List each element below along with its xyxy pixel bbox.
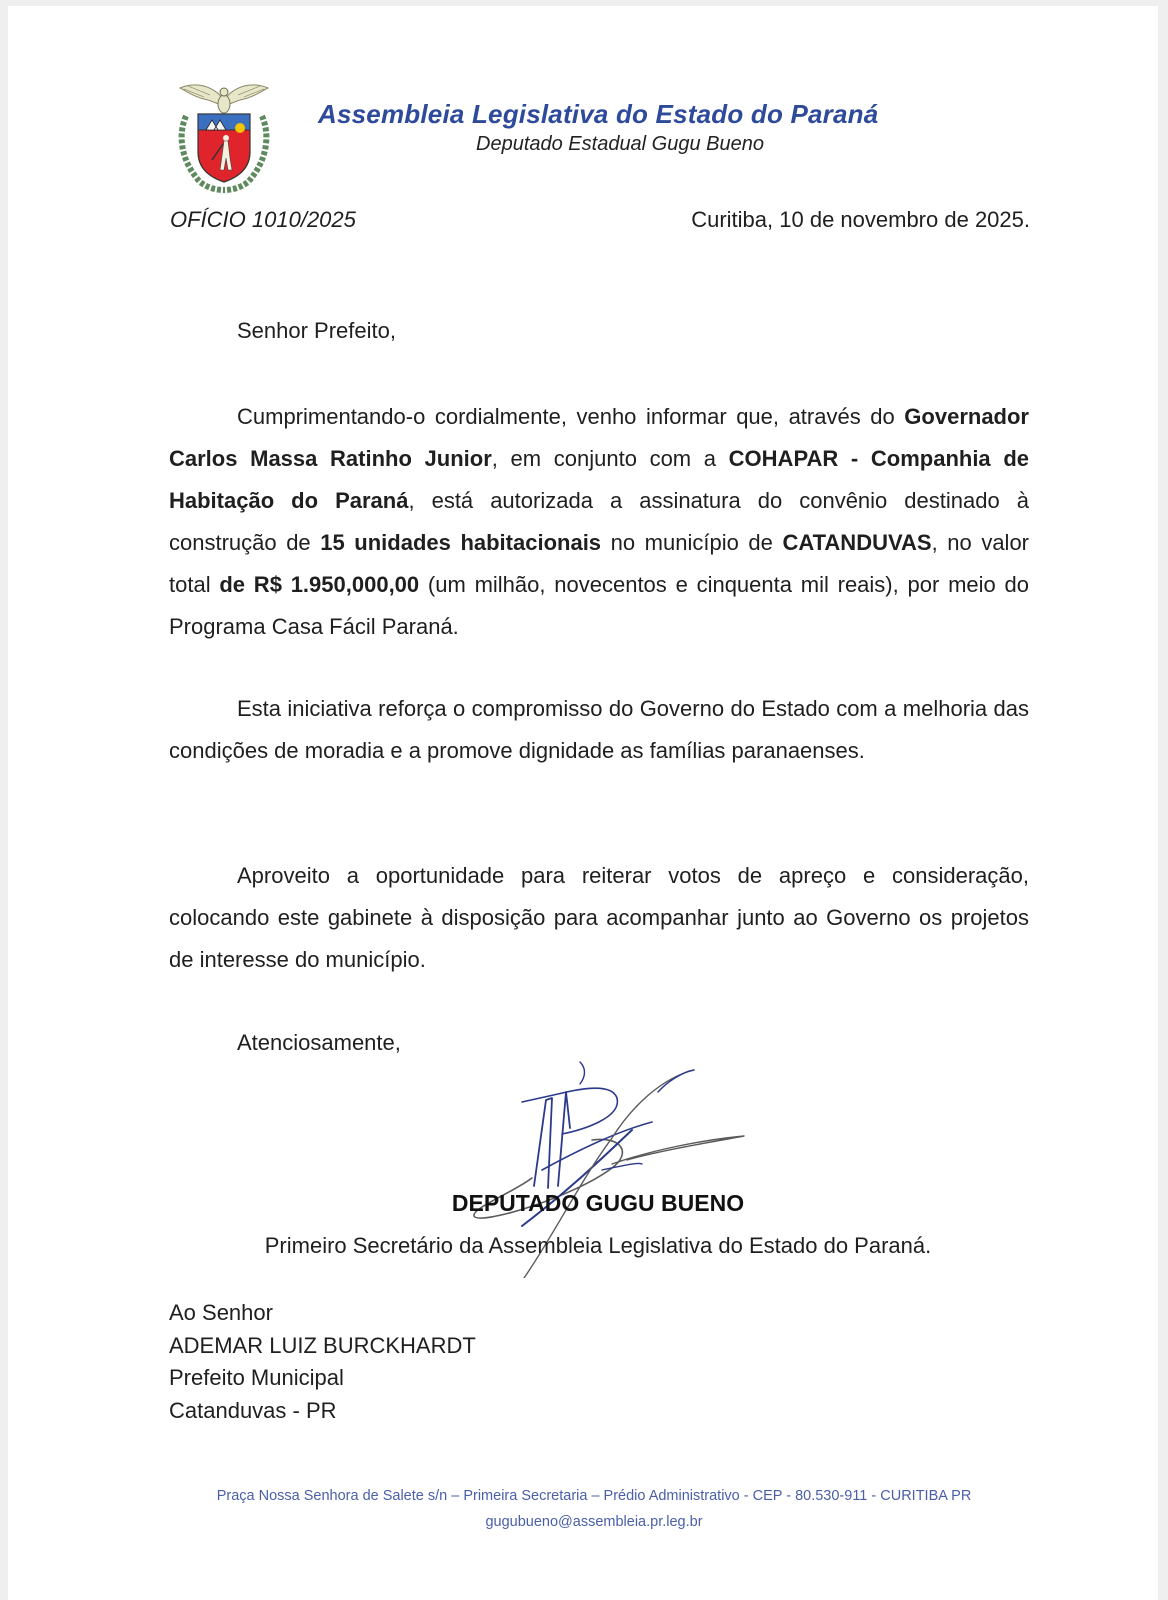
footer-address: Praça Nossa Senhora de Salete s/n – Primeira Secretaria – Prédio Administrativo - CEP - 80.530-911 - CURITIBA PR [216,1488,972,1504]
recipient-name: ADEMAR LUIZ BURCKHARDT [169,1332,476,1358]
footer-email-link[interactable]: gugubueno@assembleia.pr.leg.br [485,1514,703,1530]
recipient-greeting: Ao Senhor [169,1300,273,1325]
paragraph-initiative: Esta iniciativa reforça o compromisso do Governo do Estado com a melhoria das condições de moradia e a promove dignidade as famílias paranaenses. [169,696,1029,763]
emphasis-text: de R$ 1.950,000,00 [219,572,420,597]
closing: Atenciosamente, [237,1030,401,1055]
deputy-subtitle: Deputado Estadual Gugu Bueno [476,133,764,155]
body-text: no município de [601,530,783,555]
assembly-title: Assembleia Legislativa do Estado do Paraná [318,99,879,129]
emphasis-text: CATANDUVAS [782,530,932,555]
signer-title: Primeiro Secretário da Assembleia Legislativa do Estado do Paraná. [264,1233,932,1258]
parana-coat-of-arms-icon [174,78,274,194]
paragraph-closing-remarks: Aproveito a oportunidade para reiterar votos de apreço e consideração, colocando este gabinete à disposição para acompanhar junto ao Governo os projetos de interesse do município. [169,863,1029,972]
paragraph-announcement [169,396,1029,648]
signer-name: DEPUTADO GUGU BUENO [451,1190,745,1216]
emphasis-text: 15 unidades habitacionais [320,530,602,555]
recipient-role: Prefeito Municipal [169,1365,344,1390]
emphasis-text: COHAPAR - Companhia de Habitação do Paraná [169,446,1029,513]
body-text: , em conjunto com a [491,446,729,471]
body-text: , está autorizada a assinatura do convênio destinado à construção de [169,488,1029,555]
body-text: (um milhão, novecentos e cinquenta mil reais), por meio do Programa Casa Fácil Paraná. [169,572,1029,639]
place-date: Curitiba, 10 de novembro de 2025. [691,207,1030,232]
body-text: , no valor total [169,530,1030,597]
oficio-reference: OFÍCIO 1010/2025 [170,207,356,232]
salutation: Senhor Prefeito, [237,318,396,343]
emphasis-text: Governador Carlos Massa Ratinho Junior [169,404,1029,471]
recipient-city: Catanduvas - PR [169,1397,337,1423]
body-text: Cumprimentando-o cordialmente, venho informar que, através do [237,404,905,429]
recipient-block [169,1297,476,1427]
